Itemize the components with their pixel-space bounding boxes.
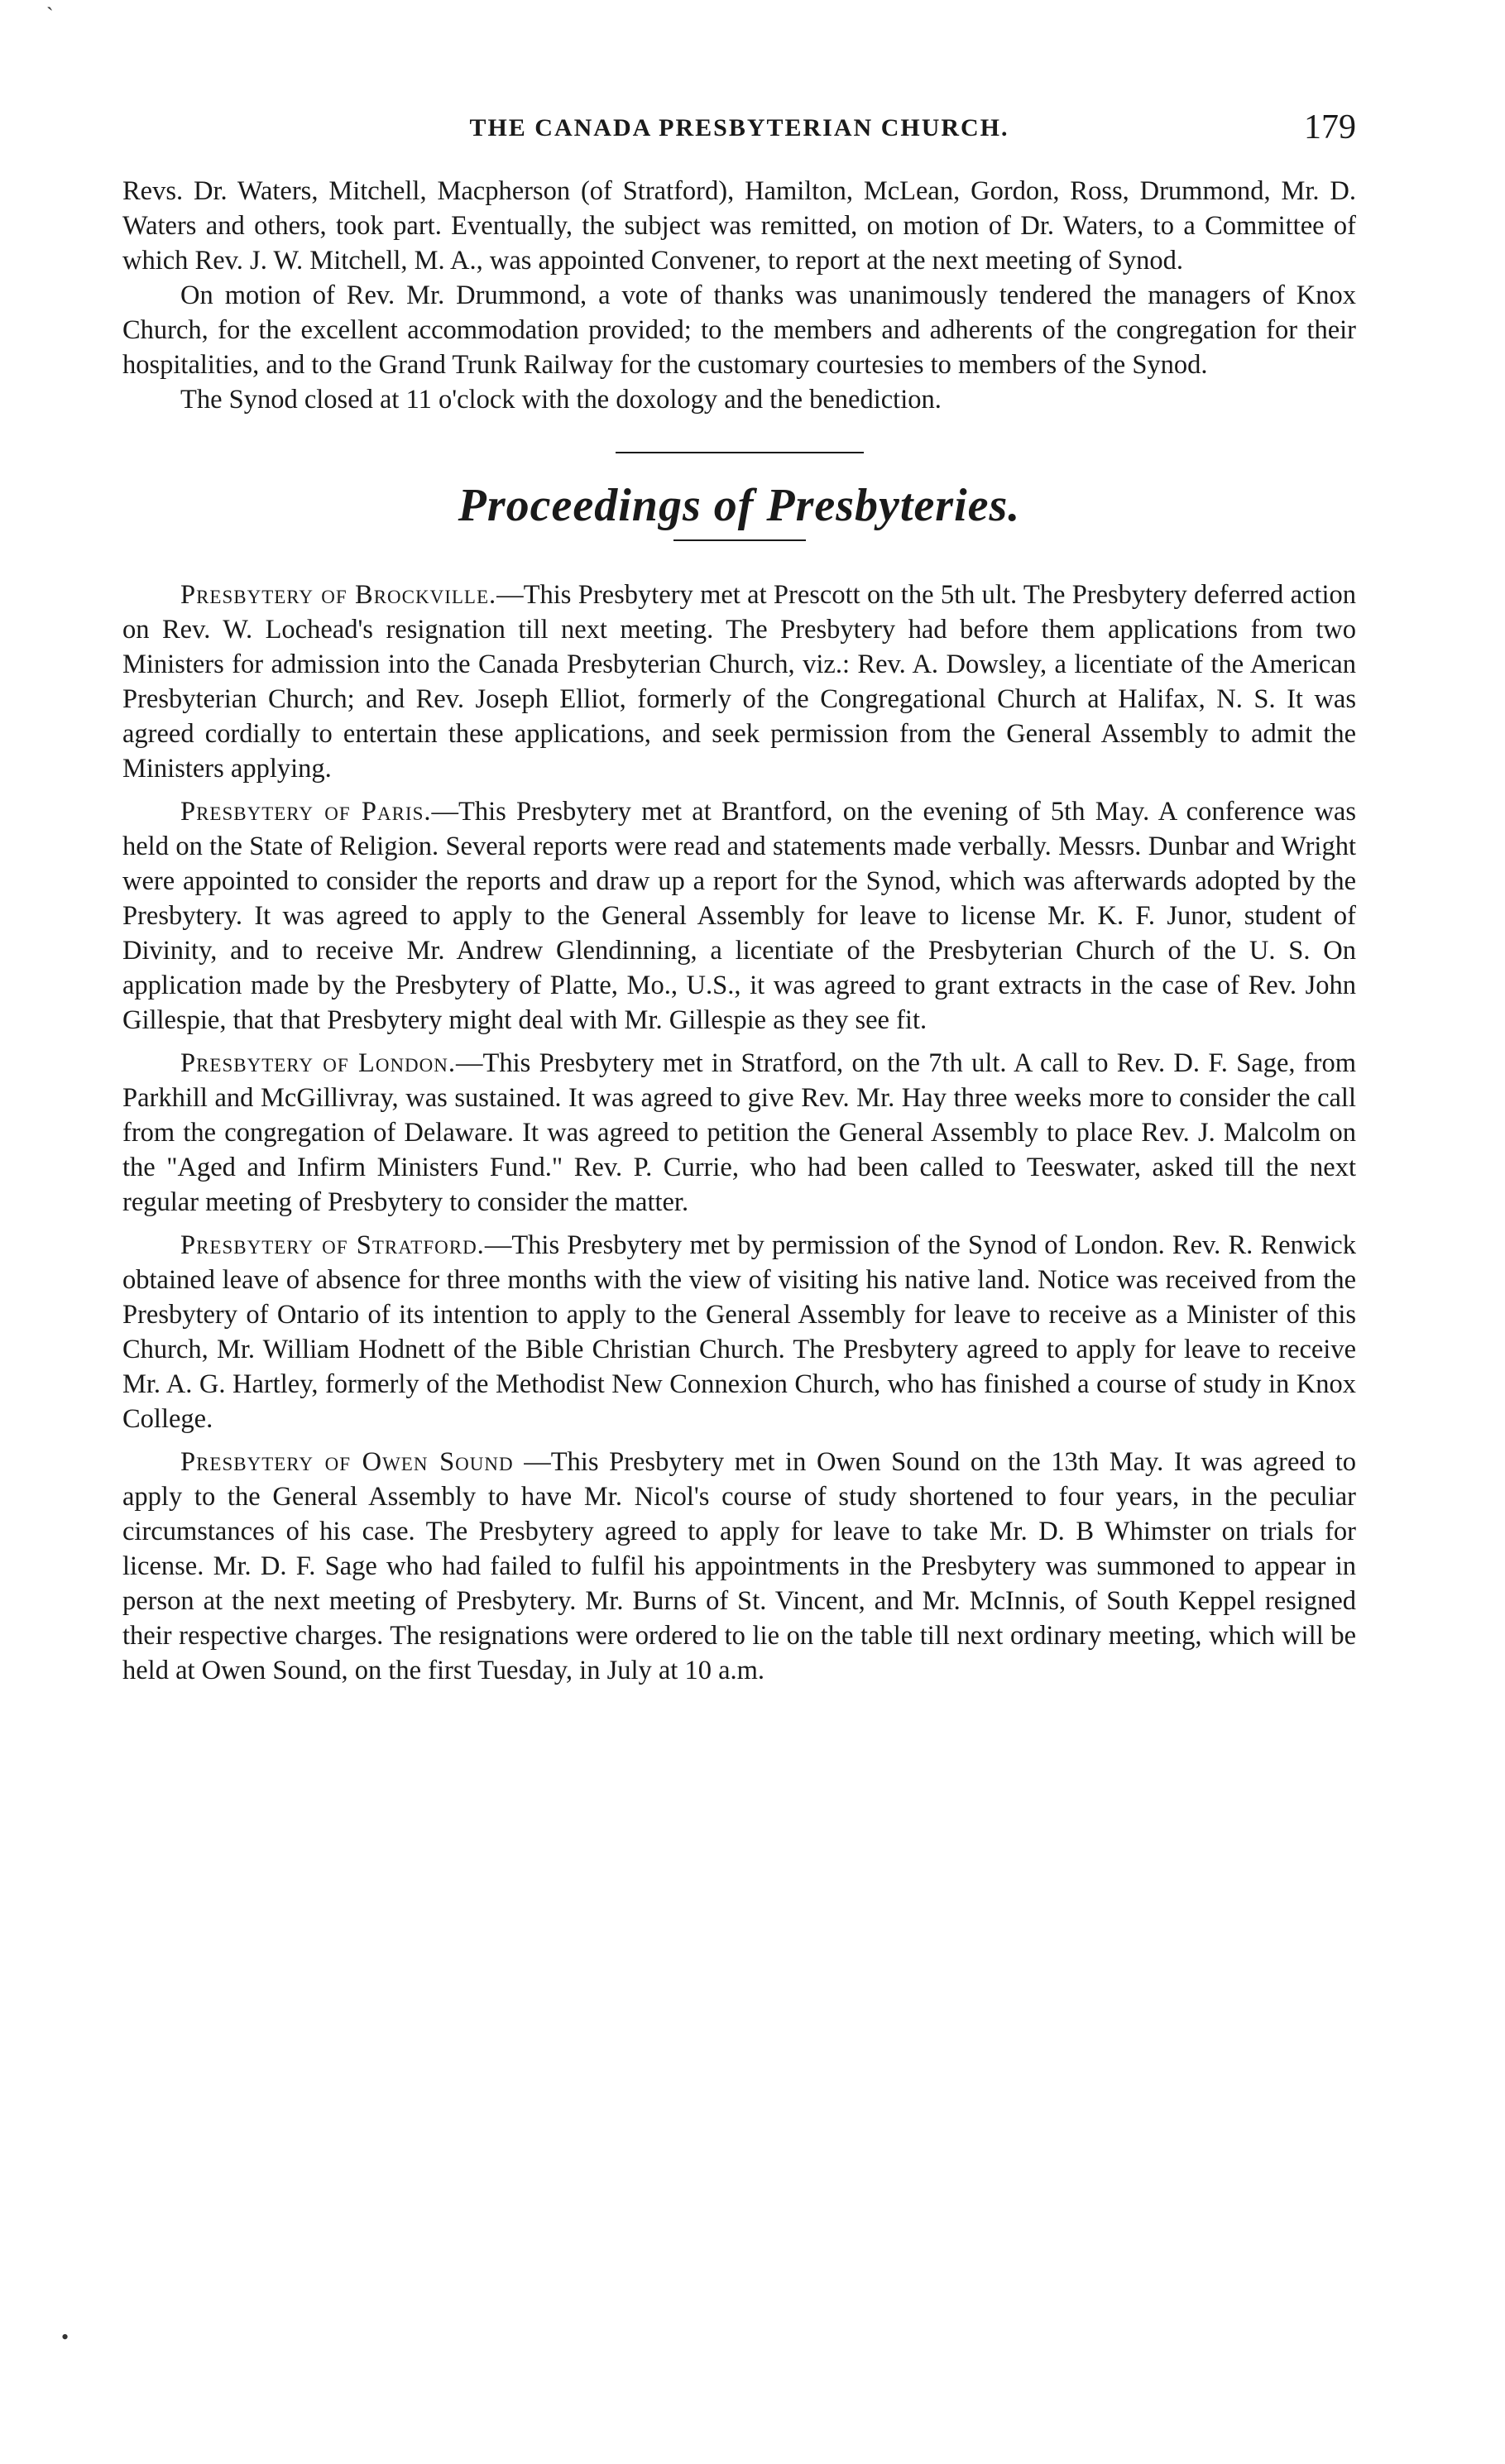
page-number: 179 bbox=[1304, 108, 1356, 146]
stray-ink-mark: ˋ bbox=[46, 3, 54, 27]
synod-paragraph-3: The Synod closed at 11 o'clock with the doxology and the benediction. bbox=[180, 385, 942, 415]
presbytery-text: —This Presbytery met by permission of the Synod of London. Rev. R. Renwick obtained leave of absence for three months with the view of visiting his native land. Notice was received from the Presbytery of Ontario of its intention to apply to the General Assembly for leave to receive as a Minister of this Church, Mr. William Hodnett of the Bible Christian Church. The Presbytery agreed to apply for leave to receive Mr. A. G. Hartley, formerly of the Methodist New Connexion Church, who has finished a course of study in Knox College. bbox=[122, 1230, 1356, 1434]
presbytery-text: —This Presbytery met in Owen Sound on the 13th May. It was agreed to apply to the General Assembly to have Mr. Nicol's course of study shortened to four years, in the peculiar circumstances of his case. The Presbytery agreed to apply for leave to take Mr. D. B Whimster on trials for license. Mr. D. F. Sage who had failed to fulfil his appointments in the Presbytery was summoned to appear in person at the next meeting of Presbytery. Mr. Burns of St. Vincent, and Mr. McInnis, of South Keppel resigned their respective charges. The resignations were ordered to lie on the table till next ordinary meeting, which will be held at Owen Sound, on the first Tuesday, in July at 10 a.m. bbox=[122, 1447, 1357, 1685]
heading-rule-bottom bbox=[673, 539, 806, 541]
presbytery-paris bbox=[122, 794, 1356, 1038]
section-heading: Proceedings of Presbyteries. bbox=[458, 480, 1021, 531]
presbytery-stratford bbox=[122, 1228, 1356, 1436]
presbytery-text: —This Presbytery met at Prescott on the 5th ult. The Presbytery deferred action on Rev. W. Lochead's resignation till next meeting. The Presbytery had before them applications from two Ministers for admission into the Canada Presbyterian Church, viz.: Rev. A. Dowsley, a licentiate of the American Presbyterian Church; and Rev. Joseph Elliot, formerly of the Congregational Church at Halifax, N. S. It was agreed cordially to entertain these applications, and seek permission from the General Assembly to admit the Ministers applying. bbox=[122, 580, 1356, 784]
presbytery-london bbox=[122, 1046, 1356, 1220]
presbytery-brockville bbox=[122, 578, 1356, 786]
presbytery-text: —This Presbytery met at Brantford, on the evening of 5th May. A conference was held on the State of Religion. Several reports were read and statements made verbally. Messrs. Dunbar and Wright were appointed to consider the reports and draw up a report for the Synod, which was afterwards adopted by the Presbytery. It was agreed to apply to the General Assembly for leave to license Mr. K. F. Junor, student of Divinity, and to receive Mr. Andrew Glendinning, a licentiate of the Presbyterian Church of the U. S. On application made by the Presbytery of Platte, Mo., U.S., it was agreed to grant extracts in the case of Rev. John Gillespie, that that Presbytery might deal with Mr. Gillespie as they see fit. bbox=[122, 797, 1356, 1035]
presbytery-name: Presbytery of Paris. bbox=[180, 797, 432, 827]
presbytery-text: —This Presbytery met in Stratford, on the 7th ult. A call to Rev. D. F. Sage, from Parkhill and McGillivray, was sustained. It was agreed to give Rev. Mr. Hay three weeks more to consider the call from the congregation of Delaware. It was agreed to petition the General Assembly to place Rev. J. Malcolm on the "Aged and Infirm Ministers Fund." Rev. P. Currie, who had been called to Teeswater, asked till the next regular meeting of Presbytery to consider the matter. bbox=[122, 1048, 1356, 1217]
synod-paragraph-2: On motion of Rev. Mr. Drummond, a vote of thanks was unanimously tendered the managers of Knox Church, for the excellent accommodation provided; to the members and adherents of the congregation for their hospitalities, and to the Grand Trunk Railway for the customary courtesies to members of the Synod. bbox=[122, 280, 1356, 380]
presbytery-owen-sound bbox=[122, 1445, 1356, 1688]
heading-rule-top bbox=[616, 452, 864, 453]
page-content bbox=[122, 174, 1356, 1688]
presbytery-name: Presbytery of Owen Sound bbox=[180, 1447, 514, 1477]
presbytery-name: Presbytery of Stratford. bbox=[180, 1230, 485, 1260]
synod-paragraph-1: Revs. Dr. Waters, Mitchell, Macpherson (of Stratford), Hamilton, McLean, Gordon, Ross, Drummond, Mr. D. Waters and others, took part. Eventually, the subject was remitted, on motion of Dr. Waters, to a Committee of which Rev. J. W. Mitchell, M. A., was appointed Convener, to report at the next meeting of Synod. bbox=[122, 176, 1356, 276]
stray-ink-mark: • bbox=[61, 2325, 69, 2349]
page-header bbox=[122, 108, 1356, 157]
presbytery-name: Presbytery of Brockville. bbox=[180, 580, 497, 610]
running-head: THE CANADA PRESBYTERIAN CHURCH. bbox=[469, 114, 1009, 141]
presbytery-name: Presbytery of London. bbox=[180, 1048, 457, 1078]
